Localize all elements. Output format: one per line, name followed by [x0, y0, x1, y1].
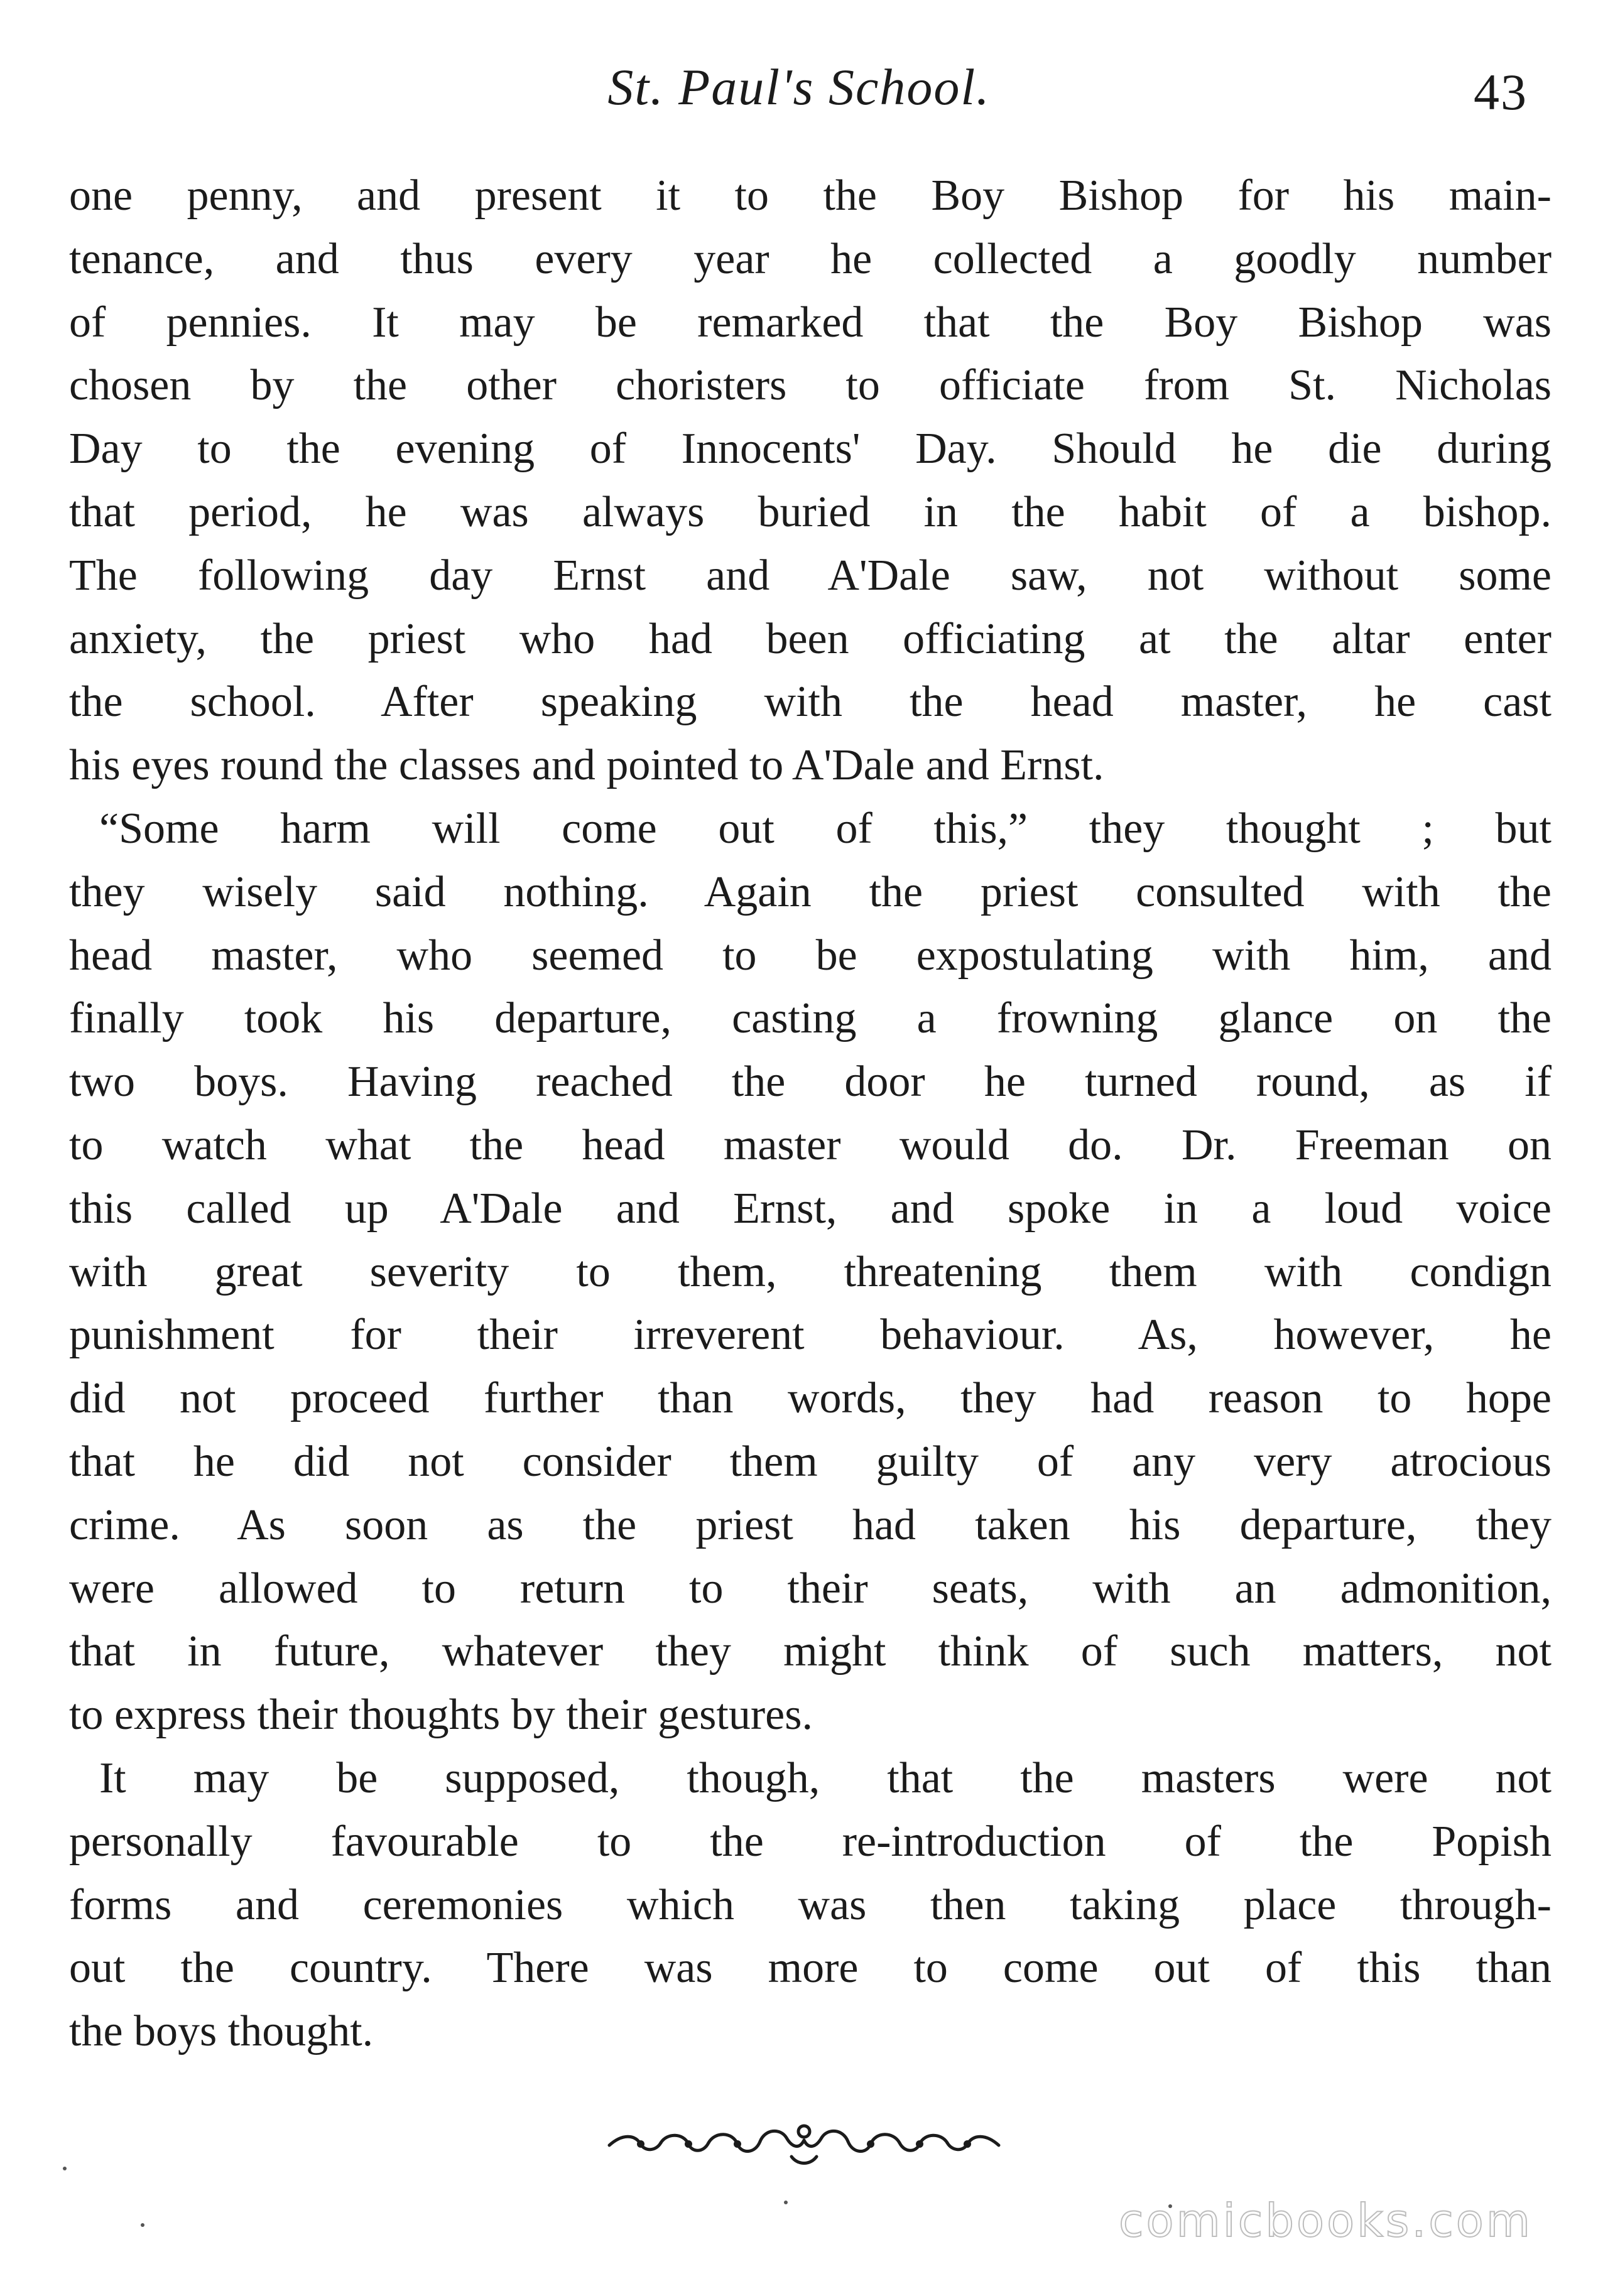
text-line: the boys thought.	[69, 2007, 374, 2056]
text-line: to watch what the head master would do. Dr. Freeman on	[69, 1120, 1552, 1169]
text-line: did not proceed further than words, they had reason to hope	[69, 1374, 1552, 1423]
text-line: the school. After speaking with the head master, he cast	[69, 678, 1552, 727]
body-text	[69, 165, 1552, 2064]
text-line: were allowed to return to their seats, with an admonition,	[69, 1564, 1552, 1613]
decorative-scroll-icon	[603, 2115, 1005, 2172]
paragraph-1	[69, 165, 1552, 798]
ink-speck	[784, 2201, 788, 2204]
text-line: of pennies. It may be remarked that the Boy Bishop was	[69, 298, 1552, 347]
text-line: to express their thoughts by their gestures.	[69, 1691, 813, 1740]
paragraph-3	[69, 1747, 1552, 2064]
text-line: punishment for their irreverent behaviour. As, however, he	[69, 1311, 1552, 1360]
text-line: with great severity to them, threatening them with condign	[69, 1247, 1552, 1296]
text-line: head master, who seemed to be expostulating with him, and	[69, 931, 1552, 980]
text-line: anxiety, the priest who had been officiating at the altar enter	[69, 614, 1552, 663]
text-line: finally took his departure, casting a frowning glance on the	[69, 994, 1552, 1043]
running-title: St. Paul's School.	[607, 58, 991, 116]
text-line: “Some harm will come out of this,” they thought ; but	[99, 804, 1552, 853]
text-line: The following day Ernst and A'Dale saw, not without some	[69, 551, 1552, 600]
text-line: that he did not consider them guilty of any very atrocious	[69, 1437, 1552, 1486]
text-line: that period, he was always buried in the habit of a bishop.	[69, 487, 1552, 536]
ink-speck	[63, 2167, 67, 2170]
text-line: chosen by the other choristers to officiate from St. Nicholas	[69, 361, 1552, 410]
text-line: out the country. There was more to come out of this than	[69, 1944, 1552, 1993]
text-line: one penny, and present it to the Boy Bishop for his main-	[69, 171, 1552, 220]
text-line: that in future, whatever they might think of such matters, not	[69, 1627, 1552, 1676]
paragraph-2	[69, 798, 1552, 1747]
text-line: personally favourable to the re-introduction of the Popish	[69, 1817, 1552, 1866]
ink-speck	[141, 2223, 144, 2227]
text-line: crime. As soon as the priest had taken his departure, they	[69, 1500, 1552, 1549]
text-line: his eyes round the classes and pointed to A'Dale and Ernst.	[69, 741, 1104, 790]
text-line: tenance, and thus every year he collected a goodly number	[69, 234, 1552, 283]
watermark: comicbooks.com	[1118, 2194, 1533, 2247]
page-number: 43	[1474, 63, 1528, 121]
text-line: this called up A'Dale and Ernst, and spoke in a loud voice	[69, 1184, 1552, 1233]
text-line: It may be supposed, though, that the masters were not	[99, 1753, 1552, 1802]
running-head	[0, 58, 1598, 139]
text-line: two boys. Having reached the door he turned round, as if	[69, 1058, 1552, 1107]
text-line: they wisely said nothing. Again the priest consulted with the	[69, 867, 1552, 916]
text-line: forms and ceremonies which was then taking place through-	[69, 1880, 1552, 1929]
text-line: Day to the evening of Innocents' Day. Should he die during	[69, 425, 1552, 474]
